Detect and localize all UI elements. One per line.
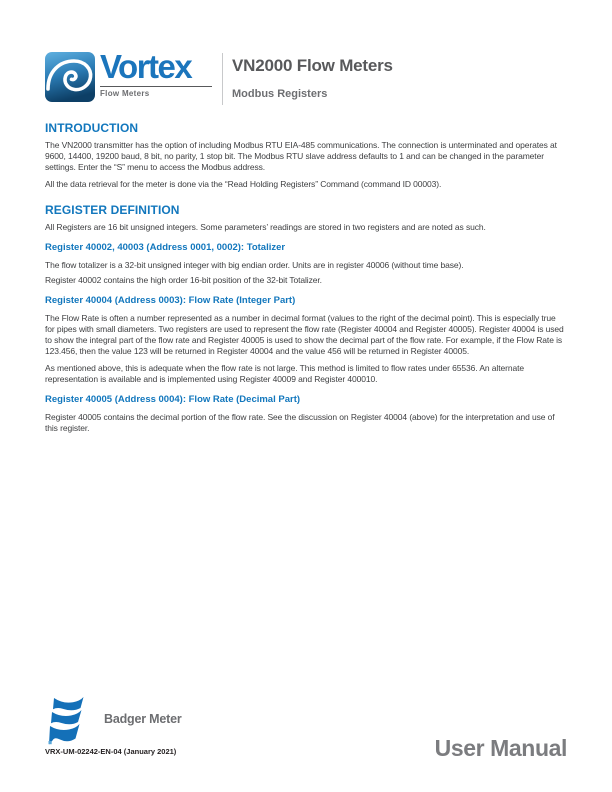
- totalizer-paragraph-2: Register 40002 contains the high order 16-bit position of the 32-bit Totalizer.: [45, 275, 322, 285]
- flow-rate-integer-paragraph-2: As mentioned above, this is adequate when the flow rate is not large. This method is limited to flow rates under 65536. An alternate representation is available and is implemented using Register 40009 and Register 400010.: [45, 363, 524, 384]
- vortex-wordmark: [100, 48, 212, 98]
- section-heading-register-definition: REGISTER DEFINITION: [45, 203, 180, 217]
- totalizer-paragraph-1: The flow totalizer is a 32-bit unsigned integer with big endian order. Units are in register 40006 (without time base).: [45, 260, 464, 270]
- subheading-flow-rate-decimal: Register 40005 (Address 0004): Flow Rate (Decimal Part): [45, 394, 301, 405]
- company-name: Badger Meter: [104, 712, 182, 726]
- product-title: VN2000 Flow Meters: [232, 56, 393, 75]
- vortex-logo: [45, 48, 212, 102]
- flow-rate-decimal-paragraph-1: Register 40005 contains the decimal portion of the flow rate. See the discussion on Register 40004 (above) for the interpretation and use of this register.: [45, 412, 555, 433]
- flow-rate-integer-paragraph-1: The Flow Rate is often a number represented as a number in decimal format (values to the right of the decimal point). This is especially true for pipes with small diameters. Two registers are used to represent the flow rate (Register 40004 and Register 40005). Register 40004 is used to show the integral part of the flow rate and Register 40005 is used to show the decimal part of the flow rate. For example, if the Flow Rate is 123.456, then the value 123 will be returned in Register 40004 and the value 456 will be returned in Register 40005.: [45, 313, 564, 356]
- document-type-title: User Manual: [434, 735, 567, 761]
- product-block: [232, 52, 393, 100]
- header-divider: [222, 53, 223, 105]
- wordmark-rule: [100, 86, 212, 87]
- brand-name: Vortex: [100, 48, 192, 85]
- document-header: [45, 48, 567, 108]
- document-number: VRX-UM-02242-EN-04 (January 2021): [45, 747, 177, 756]
- register-definition-paragraph: All Registers are 16 bit unsigned integers. Some parameters’ readings are stored in two registers and are noted as such.: [45, 222, 486, 232]
- intro-paragraph-2: All the data retrieval for the meter is done via the “Read Holding Registers” Command (command ID 00003).: [45, 179, 442, 189]
- section-heading-introduction: INTRODUCTION: [45, 121, 139, 135]
- product-subtitle: Modbus Registers: [232, 88, 328, 100]
- wave-swirl-icon: [45, 52, 95, 102]
- intro-paragraph-1: The VN2000 transmitter has the option of including Modbus RTU EIA-485 communications. The connection is unterminated and operates at 9600, 14400, 19200 baud, 8 bit, no parity, 1 stop bit. The Modbus RTU slave address defaults to 1 and can be changed in the parameter settings. Enter the “S” menu to access the Modbus address.: [45, 140, 557, 172]
- badger-meter-wavy-b-icon: [47, 696, 89, 751]
- brand-tagline: Flow Meters: [100, 89, 150, 98]
- subheading-flow-rate-integer: Register 40004 (Address 0003): Flow Rate (Integer Part): [45, 295, 296, 306]
- document-body: [45, 121, 567, 440]
- subheading-totalizer: Register 40002, 40003 (Address 0001, 0002): Totalizer: [45, 242, 286, 253]
